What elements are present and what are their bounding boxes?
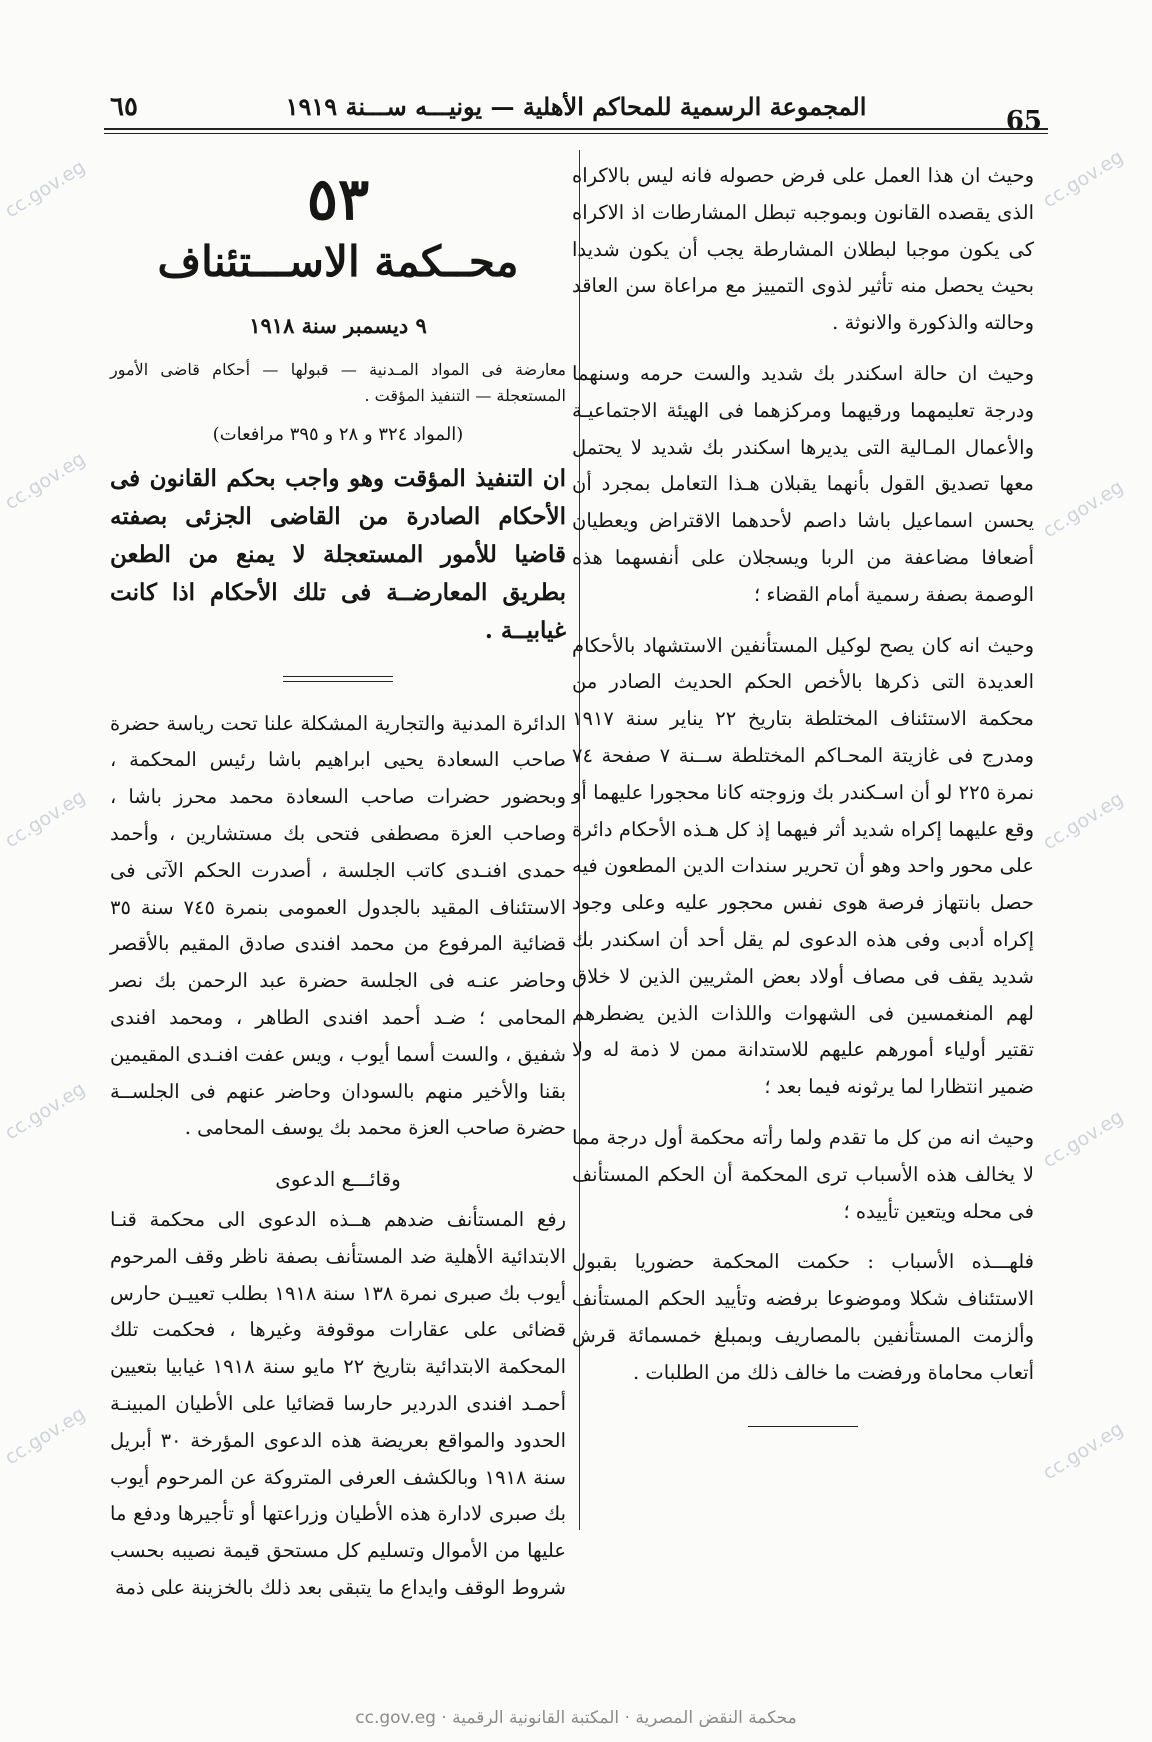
facts-heading: وقائـــع الدعوى (275, 1167, 401, 1192)
watermark: cc.gov.eg (1, 1077, 90, 1145)
case-number: ٥٣ (306, 165, 370, 233)
header-rule-top (104, 128, 1048, 130)
watermark: cc.gov.eg (1039, 787, 1128, 855)
watermark: cc.gov.eg (1, 1402, 90, 1470)
legal-principle: ان التنفيذ المؤقت وهو واجب بحكم القانون فى الأحكام الصادرة من القاضى الجزئى بصفته قاضيا للأمور المستعجلة لا يمنع من الطعن بطريق المعارضــة فى تلك الأحكام اذا كانت غيابيــة . (110, 464, 566, 644)
watermark: cc.gov.eg (1039, 475, 1128, 543)
watermark: cc.gov.eg (1039, 145, 1128, 213)
facts-paragraph: رفع المستأنف ضدهم هــذه الدعوى الى محكمة قنـا الابتدائية الأهلية ضد المستأنف بصفة ناظر وقف المرحوم أيوب بك صبرى نمرة ١٣٨ سنة ١٩١٨ بطلب تعييـن حارس قضائى على عقارات موقوفة وغيرها ، فحكمت تلك المحكمة الابتدائية بتاريخ ٢٢ مايو سنة ١٩١٨ غيابيا بتعيين أحمـد افندى الدردير حارسا قضائيا على الأطيان المبينـة الحدود والمواقع بعريضة هذه الدعوى المؤرخة ٣٠ أبريل سنة ١٩١٨ وبالكشف العرفى المتروكة عن المرحوم أيوب بك صبرى لادارة هذه الأطيان وزراعتها أو تأجيرها ودفع ما عليها من الأموال وتسليم كل مستحق قيمة نصيبه بحسب شروط الوقف وايداع ما يتبقى بعد ذلك بالخزينة على ذمة (110, 1207, 567, 1599)
case-summary: معارضة فى المواد المـدنية — قبولها — أحكام قاضى الأمور المستعجلة — التنفيذ المؤقت . (110, 359, 566, 405)
paragraph: وحيث انه كان يصح لوكيل المستأنفين الاستشهاد بالأحكام العديدة التى ذكرها بالأخص الحكم الحديث الصادر من محكمة الاستئناف المختلطة بتاريخ ٢٢ يناير سنة ١٩١٧ ومدرج فى غازيتة المحـاكم المختلطة ســنة ٧ صفحة ٧٤ نمرة ٢٢٥ لو أن اسـكندر بك وزوجته كانا محجورا عليهما أو وقع عليهما إكراه شديد أثر فيهما إذ كل هـذه الأحكام دائرة على محور واحد وهو أن تحرير سندات الدين المطعون فيه حصل بانتهاز فرصة هوى نفس محجور عليه وعلى وجود إكراه أدبى وفى هذه الدعوى لم يقل أحد أن اسكندر بك شديد يقف فى مصاف أولاد بعض المثريين الذين لا خلاق لهم المنغمسين فى الشهوات واللذات الذين يضطرهم تقتير أولياء أمورهم عليهم للاستدانة ممن لا ذمة له ولا ضمير انتظارا لما يرثونه فيما بعد ؛ (572, 633, 1034, 1099)
page-number-arabic: ٦٥ (110, 92, 138, 122)
page-header (110, 92, 1042, 136)
watermark: cc.gov.eg (1, 155, 90, 223)
judgment-paragraph: فلهـــذه الأسباب : حكمت المحكمة حضوريا بقبول الاستئناف شكلا وموضوعا برفضه وتأييد الحكم المستأنف وألزمت المستأنفين بالمصاريف وبمبلغ خمسمائة قرش أتعاب محاماة ورفضت ما خالف ذلك من الطلبات . (572, 1250, 1034, 1384)
judgment-date: ٩ ديسمبر سنة ١٩١٨ (249, 313, 427, 338)
paragraph: الدائرة المدنية والتجارية المشكلة علنا تحت رياسة حضرة صاحب السعادة يحيى ابراهيم باشا رئيس المحكمة ، وبحضور حضرات صاحب السعادة محمد محرز باشا ، وصاحب العزة مصطفى فتحى بك مستشارين ، وأحمد حمدى افنـدى كاتب الجلسة ، أصدرت الحكم الآتى فى الاستئناف المقيد بالجدول العمومى بنمرة ٧٤٥ سنة ٣٥ قضائية المرفوع من محمد افندى صادق المقيم بالأقصر وحاضر عنـه فى الجلسة حضرة عبد الرحمن بك نصر المحامى ؛ ضـد أحمد افندى الطاهر ، ومحمد افندى شفيق ، والست أسما أيوب ، ويس عفت افنـدى المقيمين بقنا والأخير منهم بالسودان وحاضر عنهم فى الجلســة حضرة صاحب العزة محمد بك يوسف المحامى . (110, 711, 567, 1140)
header-rule-bottom (104, 133, 1048, 134)
paragraph: وحيث ان هذا العمل على فرض حصوله فانه ليس بالاكراه الذى يقصده القانون وبموجبه تبطل المشارطات اذ الاكراه كى يكون موجبا لبطلان المشارطة يجب أن يكون شديدا بحيث يحصل منه تأثير لذوى التمييز مع مراعاة سن العاقد وحالته والذكورة والانوثة . (572, 164, 1034, 335)
page-number-latin: 65 (1005, 106, 1042, 136)
paragraph: وحيث ان حالة اسكندر بك شديد والست حرمه وسنهما ودرجة تعليمهما ورقيهما ومركزهما فى الهيئة الاجتماعيـة والأعمال المـالية التى يديرها اسكندر بك شديد لا يحتمل معها تصديق القول بأنهما يقبلان هـذا التعامل بمجرد أن يحسن اسماعيل باشا داصم لأحدهما الاقتراض ويعطيان أضعافا مضاعفة من الربا ويسجلان على أنفسهما هذه الوصمة بصفة رسمية أمام القضاء ؛ (572, 361, 1034, 606)
court-name: محــكمة الاســـتئناف (157, 237, 519, 286)
end-mark-rule (748, 1426, 858, 1427)
watermark: cc.gov.eg (1, 785, 90, 853)
watermark: cc.gov.eg (1039, 1105, 1128, 1173)
articles-reference: (المواد ٣٢٤ و ٢٨ و ٣٩٥ مرافعات) (212, 423, 464, 445)
section-separator (283, 676, 393, 682)
left-column (110, 160, 566, 1607)
paragraph: وحيث انه من كل ما تقدم ولما رأته محكمة أول درجة مما لا يخالف هذه الأسباب ترى المحكمة أن الحكم المستأنف فى محله ويتعين تأييده ؛ (572, 1125, 1034, 1223)
site-footer: cc.gov.eg · محكمة النقض المصرية · المكتبة القانونية الرقمية (355, 1708, 797, 1728)
right-column (572, 158, 1034, 1427)
watermark: cc.gov.eg (1039, 1417, 1128, 1485)
watermark: cc.gov.eg (1, 447, 90, 515)
running-title: المجموعة الرسمية للمحاكم الأهلية — يونيـــه ســـنة ١٩١٩ (285, 92, 867, 121)
